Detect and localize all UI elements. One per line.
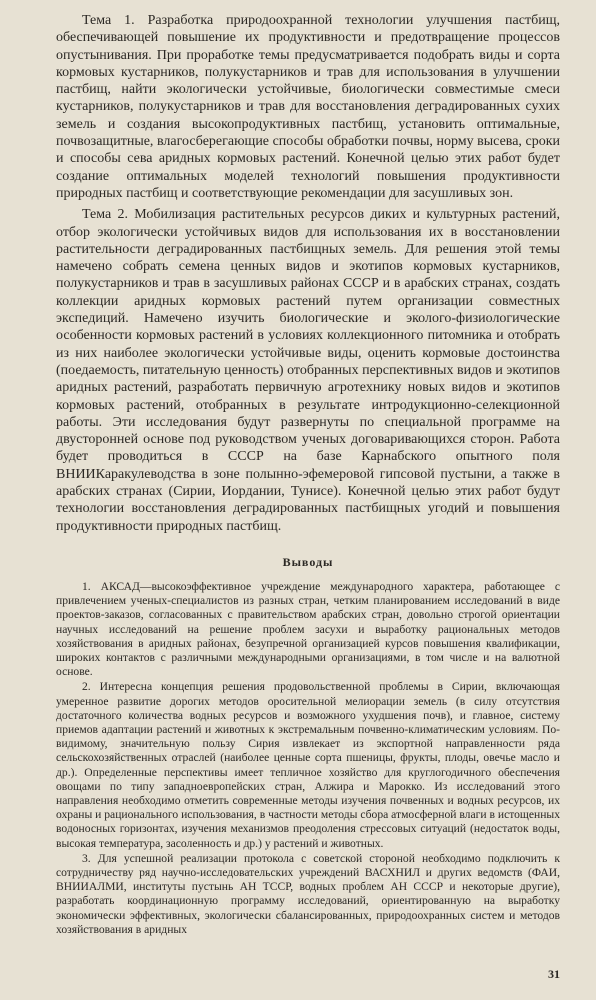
page-number: 31: [548, 967, 560, 981]
topic-1-paragraph: Тема 1. Разработка природоохранной технологии улучшения пастбищ, обеспечивающей повышение их продуктивности и предотвращение процессов опустынивания. При проработке темы предусматривается подобрать виды и сорта кормовых кустарников, полукустарников и трав для использования в улучшении пастбищ, найти экологически устойчивые, биологически совместимые смеси кустарников, полукустарников и трав для восстановления деградированных сухих земель и создания высокопродуктивных пастбищ, установить оптимальные, почвозащитные, влагосберегающие способы обработки почвы, норму высева, сроки и способы сева аридных кормовых растений. Конечной целью этих работ будет создание оптимальных моделей технологий повышения продуктивности природных пастбищ и соответствующие рекомендации для засушливых зон.: [56, 13, 560, 201]
conclusion-2: 2. Интересна концепция решения продовольственной проблемы в Сирии, включающая умеренное развитие дорогих методов оросительной мелиорации земель (в силу отсутствия достаточного количества водных ресурсов и возможного ухудшения почв), и главное, систему приемов адаптации растений и животных к экстремальным почвенно-климатическим условиям. По-видимому, значительную пользу Сирия извлекает из экспортной направленности ряда сельскохозяйственных отраслей (наиболее ценные сорта пшеницы, фрукты, плоды, овечье масло и др.). Определенные перспективы имеет тепличное хозяйство для круглогодичного обеспечения овощами по типу западноевропейских стран, Алжира и Марокко. Из исследований этого направления необходимо отметить современные методы изучения почвенных и водных ресурсов, их охраны и рационального использования, в частности методы сбора атмосферной влаги в истощенных водоносных горизонтах, изучения механизмов преодоления стрессовых ситуаций (недостаток воды, высокая температура, засоленность и др.) у растений и животных.: [56, 680, 560, 850]
conclusion-1: 1. АКСАД—высокоэффективное учреждение международного характера, работающее с привлечением ученых-специалистов из разных стран, четким планированием исследований в виде проектов-заказов, согласованных с правительством арабских стран, довольно строгой ориентации научных исследований на решение проблем засухи и выработку рациональных методов хозяйствования в аридных районах, безупречной организацией курсов повышения квалификации, широких контактов с различными международными организациями, в том числе и на валютной основе.: [56, 579, 560, 679]
conclusion-3: 3. Для успешной реализации протокола с советской стороной необходимо подключить к сотрудничеству ряд научно-исследовательских учреждений ВАСХНИЛ и других ведомств (ФАИ, ВНИИАЛМИ, институты пустынь АН ТССР, водных проблем АН СССР и некоторые другие), разработать координационную программу исследований, ориентированную на выработку экономически эффективных, экологически сбалансированных, природоохранных систем и методов хозяйствования в аридных: [56, 851, 560, 936]
conclusions-heading: Выводы: [282, 554, 334, 569]
topic-2-paragraph: Тема 2. Мобилизация растительных ресурсов диких и культурных растений, отбор экологически устойчивых видов для использования их в восстановлении растительности деградированных пастбищных земель. Для решения этой темы намечено собрать семена ценных видов и экотипов кормовых кустарников, полукустарников и трав в засушливых районах СССР и в арабских странах, создать коллекции аридных кормовых растений путем организации совместных экспедиций. Намечено изучить биологические и эколого-физиологические особенности кормовых растений в условиях коллекционного питомника и отобрать из них наиболее экологически устойчивые виды, оценить кормовые достоинства (поедаемость, питательную ценность) отобранных перспективных видов и экотипов аридных растений, разработать первичную агротехнику новых видов и экотипов кормовых растений, отобранных в результате интродукционно-селекционной работы. Эти исследования будут развернуты по специальной программе на двусторонней основе под руководством ученых договаривающихся сторон. Работа будет проводиться в СССР на базе Карнабского опытного поля ВНИИКаракулеводства в зоне полынно-эфемеровой гипсовой пустыни, а также в арабских странах (Сирии, Иордании, Тунисе). Конечной целью этих работ будут технологии восстановления деградированных пастбищных угодий и повышения продуктивности природных пастбищ.: [56, 207, 560, 534]
